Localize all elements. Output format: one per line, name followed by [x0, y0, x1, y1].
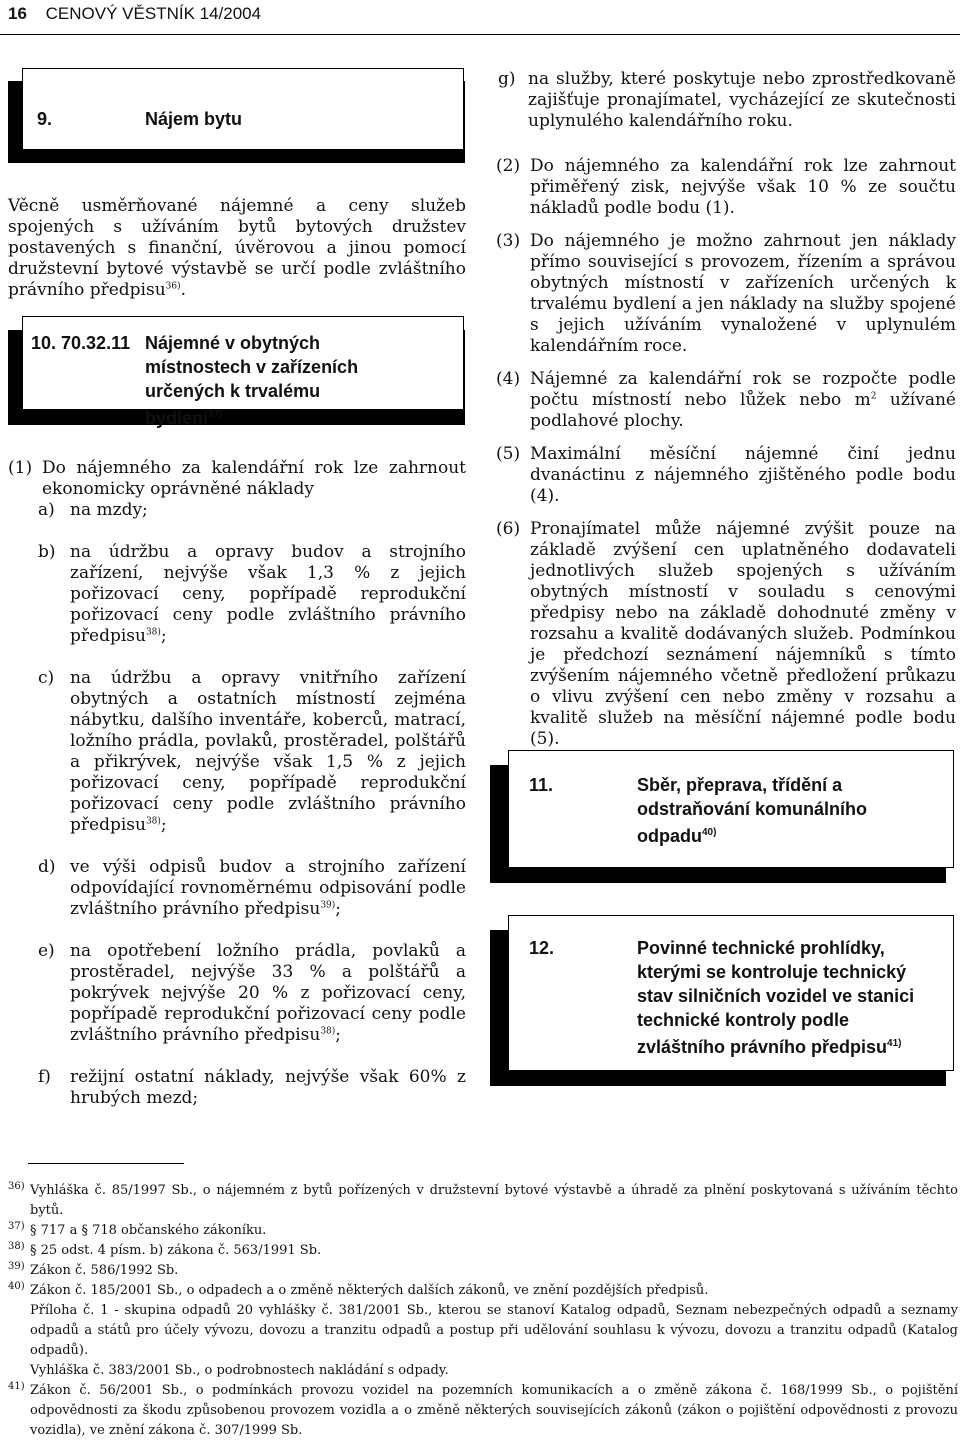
section12-title: [637, 936, 937, 1059]
footnote-text: § 25 odst. 4 písm. b) zákona č. 563/1991 Sb.: [30, 1243, 322, 1258]
header-rule: [0, 34, 960, 35]
paragraph-2-text: Do nájemného za kalendářní rok lze zahrnout přiměřený zisk, nejvýše však 10 % ze součtu nákladů podle bodu (1).: [530, 156, 956, 218]
square-metre-superscript: 2: [870, 391, 877, 402]
section10-code: 10. 70.32.11: [31, 333, 131, 353]
footnote-text: Zákon č. 185/2001 Sb., o odpadech a o změně některých dalších zákonů, ve znění pozdějších předpisů.: [30, 1283, 709, 1298]
paragraph-3: [496, 231, 956, 357]
footnote-mark: 39): [8, 1261, 25, 1272]
footnote-rule: [28, 1163, 184, 1164]
footnote-ref-39: 39): [320, 900, 336, 911]
item-d-end: ;: [335, 899, 342, 919]
item-a: [8, 500, 466, 521]
page-header: [8, 4, 261, 24]
footnote-37: [8, 1221, 958, 1241]
section9-intro-text: Věcně usměrňované nájemné a ceny služeb spojených s užíváním bytů bytových družstev postavených s finanční, úvěrovou a jinou pomocí družstevní bytové výstavbě se určí podle zvláštního právního předpisu: [8, 196, 466, 300]
paragraph-5: [496, 444, 956, 507]
section11-heading-box: [508, 750, 954, 868]
footnote-mark: 38): [8, 1241, 25, 1252]
footnote-text: Zákon č. 586/1992 Sb.: [30, 1263, 179, 1278]
paragraph-4: [496, 369, 956, 432]
paragraph-5-number: (5): [496, 444, 521, 464]
footnote-ref-41: 41): [887, 1038, 902, 1049]
footnote-36: [8, 1181, 958, 1221]
footnote-text: Vyhláška č. 85/1997 Sb., o nájemném z bytů pořízených v družstevní bytové výstavbě a úhradě za plnění poskytovaná s užíváním těchto bytů.: [30, 1183, 958, 1218]
paragraph-3-number: (3): [496, 231, 521, 251]
item-c-end: ;: [160, 815, 167, 835]
paragraph-4-body-b: užívané podlahové plochy.: [530, 390, 956, 431]
item-g: [496, 69, 956, 132]
footnote-text: Příloha č. 1 - skupina odpadů 20 vyhlášky č. 381/2001 Sb., kterou se stanoví Katalog odpadů, Seznam nebezpečných odpadů a seznamy odpadů a států pro účely vývozu, dovozu a tranzitu odpadů a postup při udělování souhlasu k vývozu, dovozu a tranzitu odpadů (Katalog odpadů).: [30, 1303, 958, 1358]
section10-title: [145, 331, 385, 430]
item-b-body: na údržbu a opravy budov a strojního zařízení, nejvýše však 1,3 % z jejich pořizovací ceny, popřípadě reprodukční pořizovací ceny podle zvláštního právního předpisu: [70, 542, 466, 646]
right-column: [496, 69, 956, 750]
footnote-ref-40: 40): [702, 827, 717, 838]
section11-number: 11.: [529, 775, 554, 795]
item-c: [8, 668, 466, 836]
item-f-label: f): [38, 1067, 51, 1087]
paragraph-1-number: (1): [8, 458, 33, 478]
paragraph-3-text: Do nájemného je možno zahrnout jen náklady přímo související s provozem, řízením a správou obytných místností v zařízeních určených k trvalému bydlení a jen náklady na služby spojené s jejich užíváním vynaložené v uplynulém kalendářním roce.: [530, 231, 956, 356]
item-c-label: c): [38, 668, 55, 688]
footnote-mark: [8, 1301, 30, 1361]
footnote-40-continuation-2: [8, 1361, 958, 1381]
footnote-ref-36: 36): [165, 281, 181, 292]
footnote-38: [8, 1241, 958, 1261]
footnote-ref-37: 37): [208, 409, 223, 420]
item-f: [8, 1067, 466, 1109]
item-g-text: na služby, které poskytuje nebo zprostředkovaně zajišťuje pronajímatel, vycházející ze skutečnosti uplynulého kalendářního roku.: [528, 69, 956, 131]
footnote-mark: 41): [8, 1381, 25, 1392]
item-e-body: na opotřebení ložního prádla, povlaků a prostěradel, nejvýše 33 % a polštářů a pokrývek nejvýše 20 % z pořizovací ceny, popřípadě reprodukční pořizovací ceny podle zvláštního právního předpisu: [70, 941, 466, 1045]
paragraph-6-number: (6): [496, 519, 521, 539]
paragraph-4-number: (4): [496, 369, 521, 389]
item-d-body: ve výši odpisů budov a strojního zařízení odpovídající rovnoměrnému odpisování podle zvláštního právního předpisu: [70, 857, 466, 919]
item-e-label: e): [38, 941, 55, 961]
item-d-text: [70, 857, 466, 920]
journal-title: CENOVÝ VĚSTNÍK 14/2004: [45, 4, 262, 23]
item-b: [8, 542, 466, 647]
item-b-label: b): [38, 542, 56, 562]
section9-heading-box: [22, 68, 464, 150]
paragraph-5-text: Maximální měsíční nájemné činí jednu dvanáctinu z nájemného zjištěného podle bodu (4).: [530, 444, 956, 506]
paragraph-2-number: (2): [496, 156, 521, 176]
item-c-body: na údržbu a opravy vnitřního zařízení obytných a ostatních místností zejména nábytku, dalšího inventáře, koberců, matrací, ložního prádla, povlaků, prostěradel, polštářů a přikrývek, nejvýše však 1,5 % z jejich pořizovací ceny, popřípadě reprodukční pořizovací ceny podle zvláštního právního předpisu: [70, 668, 466, 835]
footnote-40: [8, 1281, 958, 1301]
footnote-text: § 717 a § 718 občanského zákoníku.: [30, 1223, 267, 1238]
paragraph-4-body-a: Nájemné za kalendářní rok se rozpočte podle počtu místností nebo lůžek nebo m: [530, 369, 956, 410]
page-number: 16: [8, 4, 27, 23]
paragraph-1: [8, 458, 466, 500]
footnote-ref-38: 38): [145, 816, 161, 827]
item-e: [8, 941, 466, 1046]
section11-title: [637, 773, 917, 848]
section9-title: Nájem bytu: [145, 109, 243, 129]
item-e-end: ;: [335, 1025, 342, 1045]
footnote-mark: 36): [8, 1181, 25, 1192]
section10-heading-box: [22, 316, 464, 428]
item-a-text: na mzdy;: [70, 500, 148, 520]
footnote-mark: 40): [8, 1281, 25, 1292]
item-a-label: a): [38, 500, 55, 520]
footnote-ref-38: 38): [145, 627, 161, 638]
paragraph-6-text: Pronajímatel může nájemné zvýšit pouze na základě zvýšení cen uplatněného dodavateli jednotlivých služeb spojených s užíváním obytných místností v souladu s cenovými předpisy nebo na základě dohodnuté změny v rozsahu a kvalitě dodávaných služeb. Podmínkou je předchozí seznámení nájemníků s tímto zvýšením nájemného včetně předložení průkazu o vlivu zvýšení cen nebo změny v rozsahu a kvalitě služeb na měsíční nájemné podle bodu (5).: [530, 519, 956, 749]
item-d: [8, 857, 466, 920]
footnote-mark: 37): [8, 1221, 25, 1232]
paragraph-2: [496, 156, 956, 219]
section10-title-text: Nájemné v obytných místnostech v zařízeních určených k trvalému bydlení: [145, 333, 359, 428]
left-column: [8, 458, 466, 1109]
paragraph-1-text: Do nájemného za kalendářní rok lze zahrnout ekonomicky oprávněné náklady: [42, 458, 466, 499]
section11-title-text: Sběr, přeprava, třídění a odstraňování komunálního odpadu: [637, 775, 868, 846]
section9-number: 9.: [37, 109, 53, 129]
section9-intro-end: .: [180, 280, 187, 300]
paragraph-6: [496, 519, 956, 750]
section12-heading-box: [508, 915, 954, 1071]
footnote-40-continuation-1: [8, 1301, 958, 1361]
footnotes: [8, 1181, 958, 1441]
footnote-41: [8, 1381, 958, 1441]
footnote-mark: [8, 1361, 30, 1381]
section9-intro: [8, 196, 466, 301]
footnote-39: [8, 1261, 958, 1281]
item-c-text: [70, 668, 466, 836]
footnote-text: Zákon č. 56/2001 Sb., o podmínkách provozu vozidel na pozemních komunikacích a o změně zákona č. 168/1999 Sb., o pojištění odpovědnosti za škodu způsobenou provozem vozidla a o změně některých souvisejících zákonů (zákon o pojištění odpovědnosti z provozu vozidla), ve znění zákona č. 307/1999 Sb.: [30, 1383, 958, 1438]
paragraph-4-text: [530, 369, 956, 432]
section12-number: 12.: [529, 938, 555, 958]
item-g-label: g): [498, 69, 516, 89]
footnote-text: Vyhláška č. 383/2001 Sb., o podrobnostech nakládání s odpady.: [30, 1363, 449, 1378]
section12-title-text: Povinné technické prohlídky, kterými se kontroluje technický stav silničních vozidel ve stanici technické kontroly podle zvláštního právního předpisu: [637, 938, 915, 1057]
item-f-text: režijní ostatní náklady, nejvýše však 60% z hrubých mezd;: [70, 1067, 466, 1108]
item-d-label: d): [38, 857, 56, 877]
footnote-ref-38: 38): [320, 1026, 336, 1037]
item-e-text: [70, 941, 466, 1046]
item-b-text: [70, 542, 466, 647]
item-b-end: ;: [160, 626, 167, 646]
